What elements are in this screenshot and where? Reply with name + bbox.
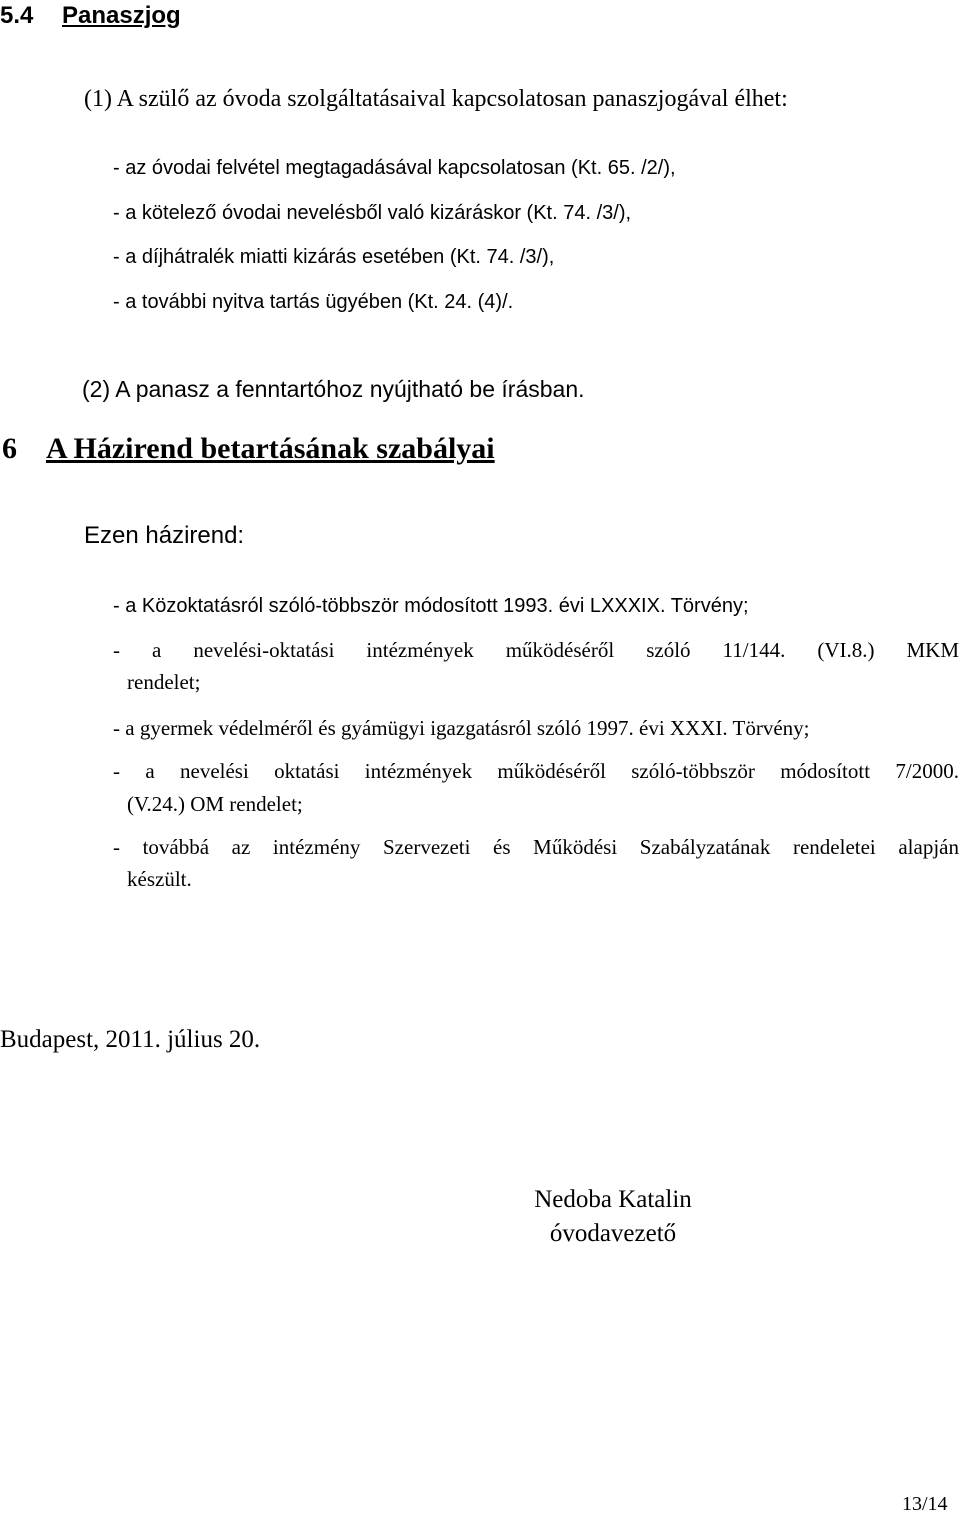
section-number: 5.4 [0,2,34,29]
law-item: - a nevelési-oktatási intézmények működéséről szóló 11/144. (VI.8.) MKM [113,638,959,662]
list-item: - a díjhátralék miatti kizárás esetében (Kt. 74. /3/), [113,246,555,268]
place-date: Budapest, 2011. július 20. [0,1026,261,1053]
section-6-number: 6 [2,432,17,465]
paragraph-2: (2) A panasz a fenntartóhoz nyújtható be írásban. [82,376,585,402]
law-item-continuation: készült. [127,867,192,891]
law-item: - a nevelési oktatási intézmények működéséről szóló-többször módosított 7/2000. [113,759,959,783]
signature-role: óvodavezető [549,1220,677,1247]
law-item: - a Közoktatásról szóló-többször módosított 1993. évi LXXXIX. Törvény; [113,595,749,617]
section-6-intro: Ezen házirend: [84,522,245,549]
law-item: - a gyermek védelméről és gyámügyi igazgatásról szóló 1997. évi XXXI. Törvény; [113,716,810,740]
signature-name: Nedoba Katalin [534,1186,692,1213]
list-item: - az óvodai felvétel megtagadásával kapcsolatosan (Kt. 65. /2/), [113,157,676,179]
page-number: 13/14 [902,1493,948,1515]
paragraph-1: (1) A szülő az óvoda szolgáltatásaival kapcsolatosan panaszjogával élhet: [84,86,788,112]
list-item: - a kötelező óvodai nevelésből való kizáráskor (Kt. 74. /3/), [113,202,632,224]
section-6-title: A Házirend betartásának szabályai [46,432,495,465]
law-item-continuation: rendelet; [127,670,201,694]
list-item: - a további nyitva tartás ügyében (Kt. 24. (4)/. [113,291,514,313]
law-item-continuation: (V.24.) OM rendelet; [127,792,303,816]
law-item: - továbbá az intézmény Szervezeti és Működési Szabályzatának rendeletei alapján [113,835,959,859]
section-title: Panaszjog [62,2,181,29]
